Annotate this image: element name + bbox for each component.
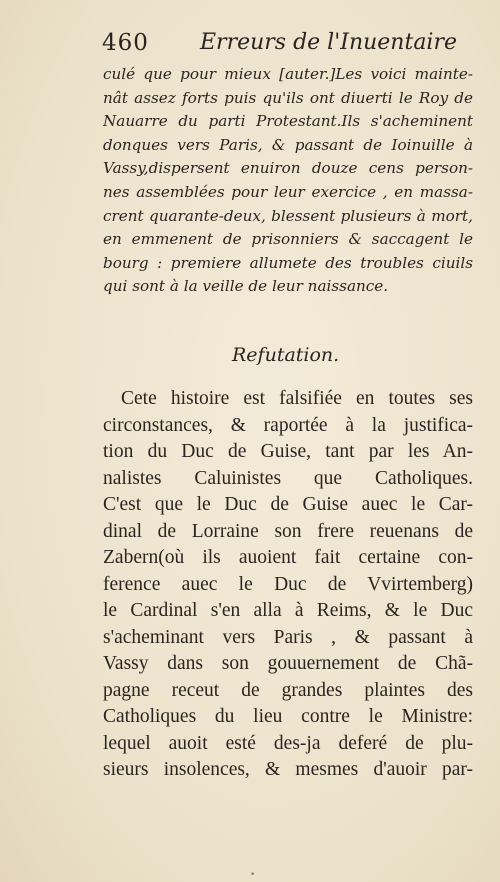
text-line: qui sont à la veille de leur naissance. <box>103 277 389 296</box>
text-line: donques vers Paris, & passant de Ioinuille à <box>103 135 473 154</box>
text-line: dinal de Lorraine son frere reuenans de <box>103 520 473 542</box>
text-line: pagne receut de grandes plaintes des <box>103 679 473 701</box>
page-header <box>96 26 458 60</box>
text-line: culé que pour mieux [auter.]Les voici mainte- <box>103 65 473 83</box>
text-line: s'acheminant vers Paris , & passant à <box>103 626 473 648</box>
text-line: circonstances, & raportée à la justifica- <box>103 414 473 436</box>
text-line: Zabern(où ils auoient fait certaine con- <box>103 547 473 568</box>
text-line: en emmenent de prisonniers & saccagent le <box>103 230 473 249</box>
text-line: tion du Duc de Guise, tant par les An- <box>103 441 473 462</box>
text-line: Nauarre du parti Protestant.Ils s'acheminent <box>103 112 473 131</box>
text-line: ference auec le Duc de Vvirtemberg) <box>103 573 473 595</box>
text-line: Cete histoire est falsifiée en toutes ses <box>121 388 473 409</box>
page-number: 460 <box>102 30 149 56</box>
text-line: le Cardinal s'en alla à Reims, & le Duc <box>103 600 473 621</box>
text-line: nalistes Caluinistes que Catholiques. <box>103 467 473 489</box>
text-line: Catholiques du lieu contre le Ministre: <box>103 706 473 727</box>
refutation-paragraph <box>103 386 473 784</box>
text-line: crent quarante-deux, blessent plusieurs à mort, <box>103 206 473 225</box>
text-line: Vassy dans son gouuernement de Chã- <box>103 653 473 674</box>
text-line: Vassy,dispersent enuiron douze cens person- <box>103 159 473 178</box>
italic-paragraph <box>103 63 473 299</box>
text-line: C'est que le Duc de Guise auec le Car- <box>103 494 473 515</box>
text-line: nât assez forts puis qu'ils ont diuerti le Roy de <box>103 88 473 107</box>
printers-mark-icon: • <box>250 870 256 880</box>
text-line: lequel auoit esté des-ja deferé de plu- <box>103 732 473 754</box>
text-line: sieurs insolences, & mesmes d'auoir par- <box>103 759 473 780</box>
text-line: nes assemblées pour leur exercice , en massa- <box>103 182 473 201</box>
running-title: Erreurs de l'Inuentaire <box>200 30 458 55</box>
text-line: bourg : premiere allumete des troubles ciuils <box>103 253 473 272</box>
section-heading: Refutation. <box>232 344 340 366</box>
